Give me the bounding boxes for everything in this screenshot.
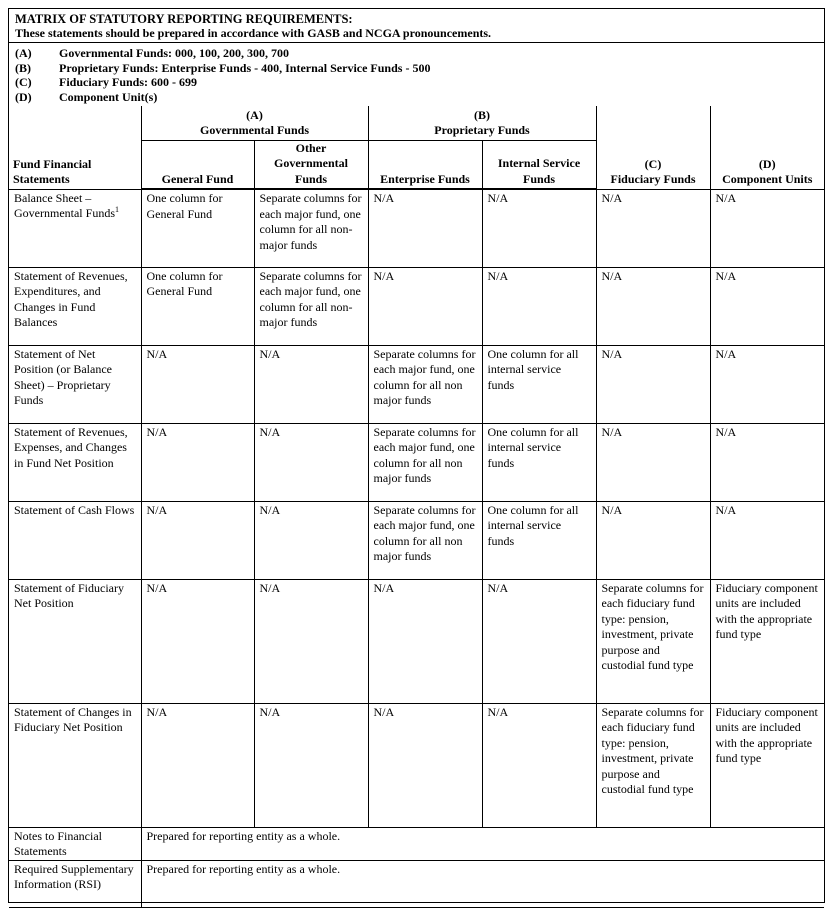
header-governmental-funds: (A) Governmental Funds [141, 106, 368, 140]
table-row [9, 189, 824, 267]
table-cell: Separate columns for each fiduciary fund type: pension, investment, private purpose and custodial fund type [596, 703, 710, 827]
legend-item [15, 46, 818, 61]
table-cell: One column for General Fund [141, 267, 254, 345]
document-header [9, 9, 824, 43]
table-cell: Separate columns for each major fund, one column for all non major funds [368, 501, 482, 579]
table-cell: One column for all internal service funds [482, 423, 596, 501]
header-proprietary-funds: (B) Proprietary Funds [368, 106, 596, 140]
table-cell: Separate columns for each major fund, one column for all non-major funds [254, 267, 368, 345]
table-cell: N/A [596, 501, 710, 579]
table-cell: One column for all internal service funds [482, 345, 596, 423]
table-row [9, 501, 824, 579]
statement-name: Statement of Revenues, Expenses, and Changes in Fund Net Position [9, 423, 141, 501]
table-cell: N/A [141, 579, 254, 703]
table-cell-span: Prepared for reporting entity as a whole. [141, 860, 824, 907]
table-row [9, 579, 824, 703]
table-cell: N/A [254, 423, 368, 501]
legend-code: (D) [15, 89, 32, 104]
legend-code: (B) [15, 60, 31, 75]
footnote-marker: 1 [115, 205, 119, 214]
legend-code: (C) [15, 75, 32, 89]
statement-name: Statement of Fiduciary Net Position [9, 579, 141, 703]
header-general-fund: General Fund [141, 140, 254, 189]
table-cell-span: Prepared for reporting entity as a whole. [141, 827, 824, 860]
statement-name: Statement of Changes in Fiduciary Net Position [9, 703, 141, 827]
table-cell: N/A [710, 423, 824, 501]
table-cell: N/A [596, 345, 710, 423]
document-title: MATRIX OF STATUTORY REPORTING REQUIREMENTS: [15, 12, 353, 26]
table-row [9, 703, 824, 827]
statement-name: Balance Sheet – Governmental Funds$^1$ [9, 189, 141, 267]
table-cell: N/A [482, 189, 596, 267]
statement-name: Statement of Cash Flows [9, 501, 141, 579]
table-cell: N/A [596, 267, 710, 345]
table-cell: Separate columns for each major fund, one column for all non major funds [368, 423, 482, 501]
table-cell: Fiduciary component units are included with the appropriate fund type [710, 703, 824, 827]
legend-text: Governmental Funds: 000, 100, 200, 300, 700 [59, 46, 290, 60]
legend-text: Fiduciary Funds: 600 - 699 [59, 75, 198, 89]
table-cell: N/A [368, 267, 482, 345]
statement-name: Notes to Financial Statements [9, 827, 141, 860]
fund-legend [9, 46, 824, 104]
table-cell: Separate columns for each major fund, one column for all non-major funds [254, 189, 368, 267]
header-other-governmental-funds: Other Governmental Funds [254, 140, 368, 189]
legend-text: Component Unit(s) [59, 89, 158, 104]
table-cell: One column for all internal service funds [482, 501, 596, 579]
table-row [9, 267, 824, 345]
table-row [9, 860, 824, 907]
table-row [9, 827, 824, 860]
table-cell: N/A [254, 501, 368, 579]
table-cell: N/A [482, 267, 596, 345]
reporting-matrix-table [9, 106, 824, 908]
table-cell: N/A [254, 345, 368, 423]
table-cell: N/A [368, 703, 482, 827]
header-row-groups [9, 106, 824, 140]
table-cell: N/A [596, 189, 710, 267]
table-cell: N/A [482, 703, 596, 827]
legend-item [15, 61, 818, 76]
table-cell: N/A [710, 345, 824, 423]
table-cell: N/A [141, 423, 254, 501]
table-cell: Separate columns for each major fund, one column for all non major funds [368, 345, 482, 423]
table-cell: Separate columns for each fiduciary fund type: pension, investment, private purpose and custodial fund type [596, 579, 710, 703]
table-row [9, 423, 824, 501]
document-subtitle: These statements should be prepared in accordance with GASB and NCGA pronouncements. [15, 26, 492, 40]
header-component-units: (D) Component Units [710, 106, 824, 189]
header-enterprise-funds: Enterprise Funds [368, 140, 482, 189]
statement-name: Statement of Revenues, Expenditures, and Changes in Fund Balances [9, 267, 141, 345]
legend-item [15, 90, 818, 105]
statement-name: Required Supplementary Information (RSI) [9, 860, 141, 907]
table-cell: N/A [482, 579, 596, 703]
table-cell: N/A [710, 501, 824, 579]
table-cell: N/A [710, 267, 824, 345]
legend-code: (A) [15, 46, 32, 60]
header-internal-service-funds: Internal Service Funds [482, 140, 596, 189]
table-cell: N/A [141, 501, 254, 579]
table-cell: One column for General Fund [141, 189, 254, 267]
document-frame [8, 8, 825, 903]
table-cell: N/A [368, 579, 482, 703]
table-cell: N/A [368, 189, 482, 267]
table-row [9, 345, 824, 423]
table-cell: N/A [141, 345, 254, 423]
header-fiduciary-funds: (C) Fiduciary Funds [596, 106, 710, 189]
table-cell: N/A [596, 423, 710, 501]
table-cell: Fiduciary component units are included with the appropriate fund type [710, 579, 824, 703]
legend-item [15, 75, 818, 90]
table-cell: N/A [141, 703, 254, 827]
header-fund-financial-statements: Fund Financial Statements [9, 106, 141, 189]
legend-text: Proprietary Funds: Enterprise Funds - 400, Internal Service Funds - 500 [59, 60, 431, 75]
table-cell: N/A [254, 579, 368, 703]
statement-name: Statement of Net Position (or Balance Sheet) – Proprietary Funds [9, 345, 141, 423]
table-cell: N/A [710, 189, 824, 267]
table-cell: N/A [254, 703, 368, 827]
